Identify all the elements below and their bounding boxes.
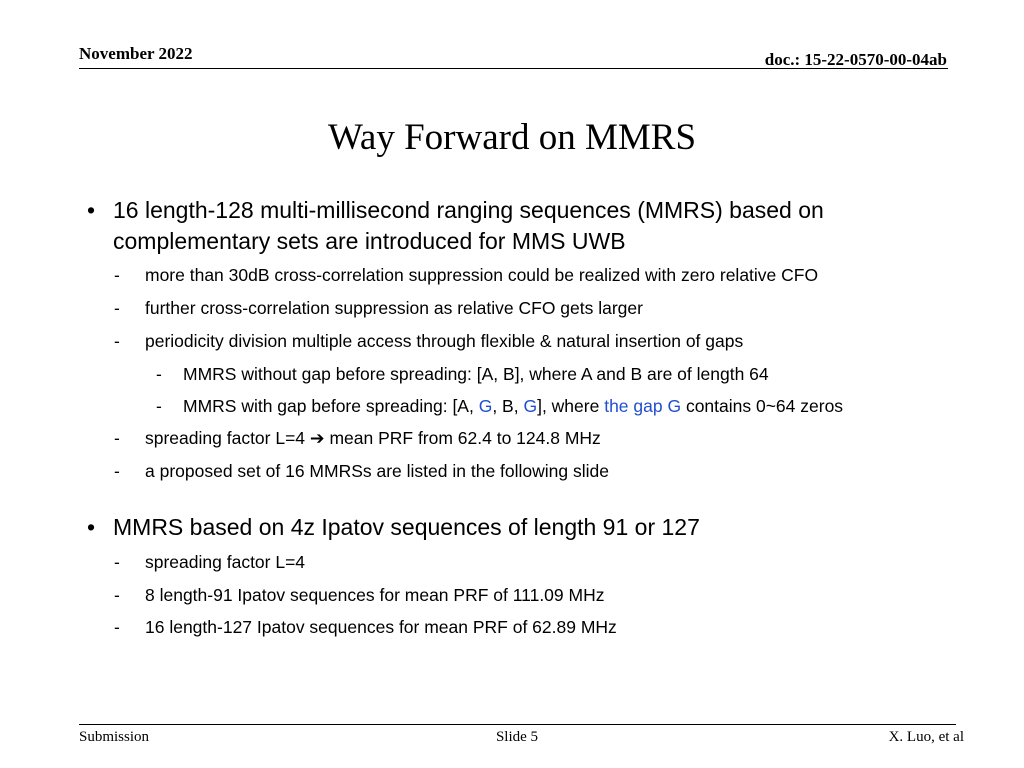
gap-symbol: G bbox=[478, 396, 493, 416]
slide-title: Way Forward on MMRS bbox=[327, 117, 697, 158]
footer-submission: Submission bbox=[79, 729, 150, 745]
sub-item-text: 8 length-91 Ipatov sequences for mean PRF of 111.09 MHz bbox=[145, 585, 605, 605]
footer-divider bbox=[79, 724, 956, 725]
sub-sub-item-text: MMRS without gap before spreading: [A, B], where A and B are of length 64 bbox=[183, 364, 769, 384]
sub-item-text: further cross-correlation suppression as relative CFO gets larger bbox=[145, 298, 643, 318]
sub-sub-item bbox=[156, 363, 963, 385]
bullet-marker: • bbox=[87, 514, 96, 540]
gap-text-part: , B, bbox=[492, 396, 524, 416]
bullet-2-text: MMRS based on 4z Ipatov sequences of length 91 or 127 bbox=[113, 514, 700, 540]
dash-marker: - bbox=[114, 461, 120, 481]
dash-marker: - bbox=[114, 552, 120, 572]
dash-marker: - bbox=[114, 298, 120, 318]
bullet-1 bbox=[87, 195, 933, 257]
sub-item bbox=[114, 264, 945, 286]
sub-item bbox=[114, 427, 945, 449]
sub-sub-item bbox=[156, 395, 963, 417]
sub-item bbox=[114, 297, 945, 319]
gap-highlight: the gap G bbox=[604, 396, 682, 416]
sub-item bbox=[114, 460, 945, 482]
bullet-2 bbox=[87, 512, 933, 543]
gap-symbol: G bbox=[523, 396, 538, 416]
dash-marker: - bbox=[114, 428, 120, 448]
sub-item bbox=[114, 551, 945, 573]
sub-item bbox=[114, 330, 945, 352]
dash-marker: - bbox=[114, 265, 120, 285]
header-date: November 2022 bbox=[79, 44, 193, 63]
gap-text-part: MMRS with gap before spreading: [A, bbox=[183, 396, 479, 416]
sub-item bbox=[114, 584, 945, 606]
header-divider bbox=[79, 68, 948, 69]
dash-marker: - bbox=[114, 617, 120, 637]
dash-marker: - bbox=[156, 364, 162, 384]
sub-item-text: periodicity division multiple access through flexible & natural insertion of gaps bbox=[145, 331, 744, 351]
footer-author: X. Luo, et al bbox=[888, 729, 964, 745]
sub-item-text: spreading factor L=4 bbox=[145, 428, 310, 448]
sub-item bbox=[114, 616, 945, 638]
gap-text-part: contains 0~64 zeros bbox=[681, 396, 844, 416]
header-doc-number: doc.: 15-22-0570-00-04ab bbox=[764, 50, 947, 69]
arrow-icon: ➔ bbox=[309, 428, 325, 448]
footer-slide-number: Slide 5 bbox=[495, 729, 539, 745]
dash-marker: - bbox=[114, 585, 120, 605]
dash-marker: - bbox=[156, 396, 162, 416]
bullet-marker: • bbox=[87, 197, 96, 223]
bullet-1-text: 16 length-128 multi-millisecond ranging sequences (MMRS) based on complementary sets are introduced for MMS UWB bbox=[113, 197, 824, 254]
sub-item-text: 16 length-127 Ipatov sequences for mean PRF of 62.89 MHz bbox=[145, 617, 617, 637]
gap-text-part: ], where bbox=[537, 396, 605, 416]
sub-item-text: mean PRF from 62.4 to 124.8 MHz bbox=[324, 428, 601, 448]
sub-item-text: more than 30dB cross-correlation suppression could be realized with zero relative CFO bbox=[145, 265, 819, 285]
dash-marker: - bbox=[114, 331, 120, 351]
sub-item-text: a proposed set of 16 MMRSs are listed in the following slide bbox=[145, 461, 609, 481]
sub-item-text: spreading factor L=4 bbox=[145, 552, 306, 572]
